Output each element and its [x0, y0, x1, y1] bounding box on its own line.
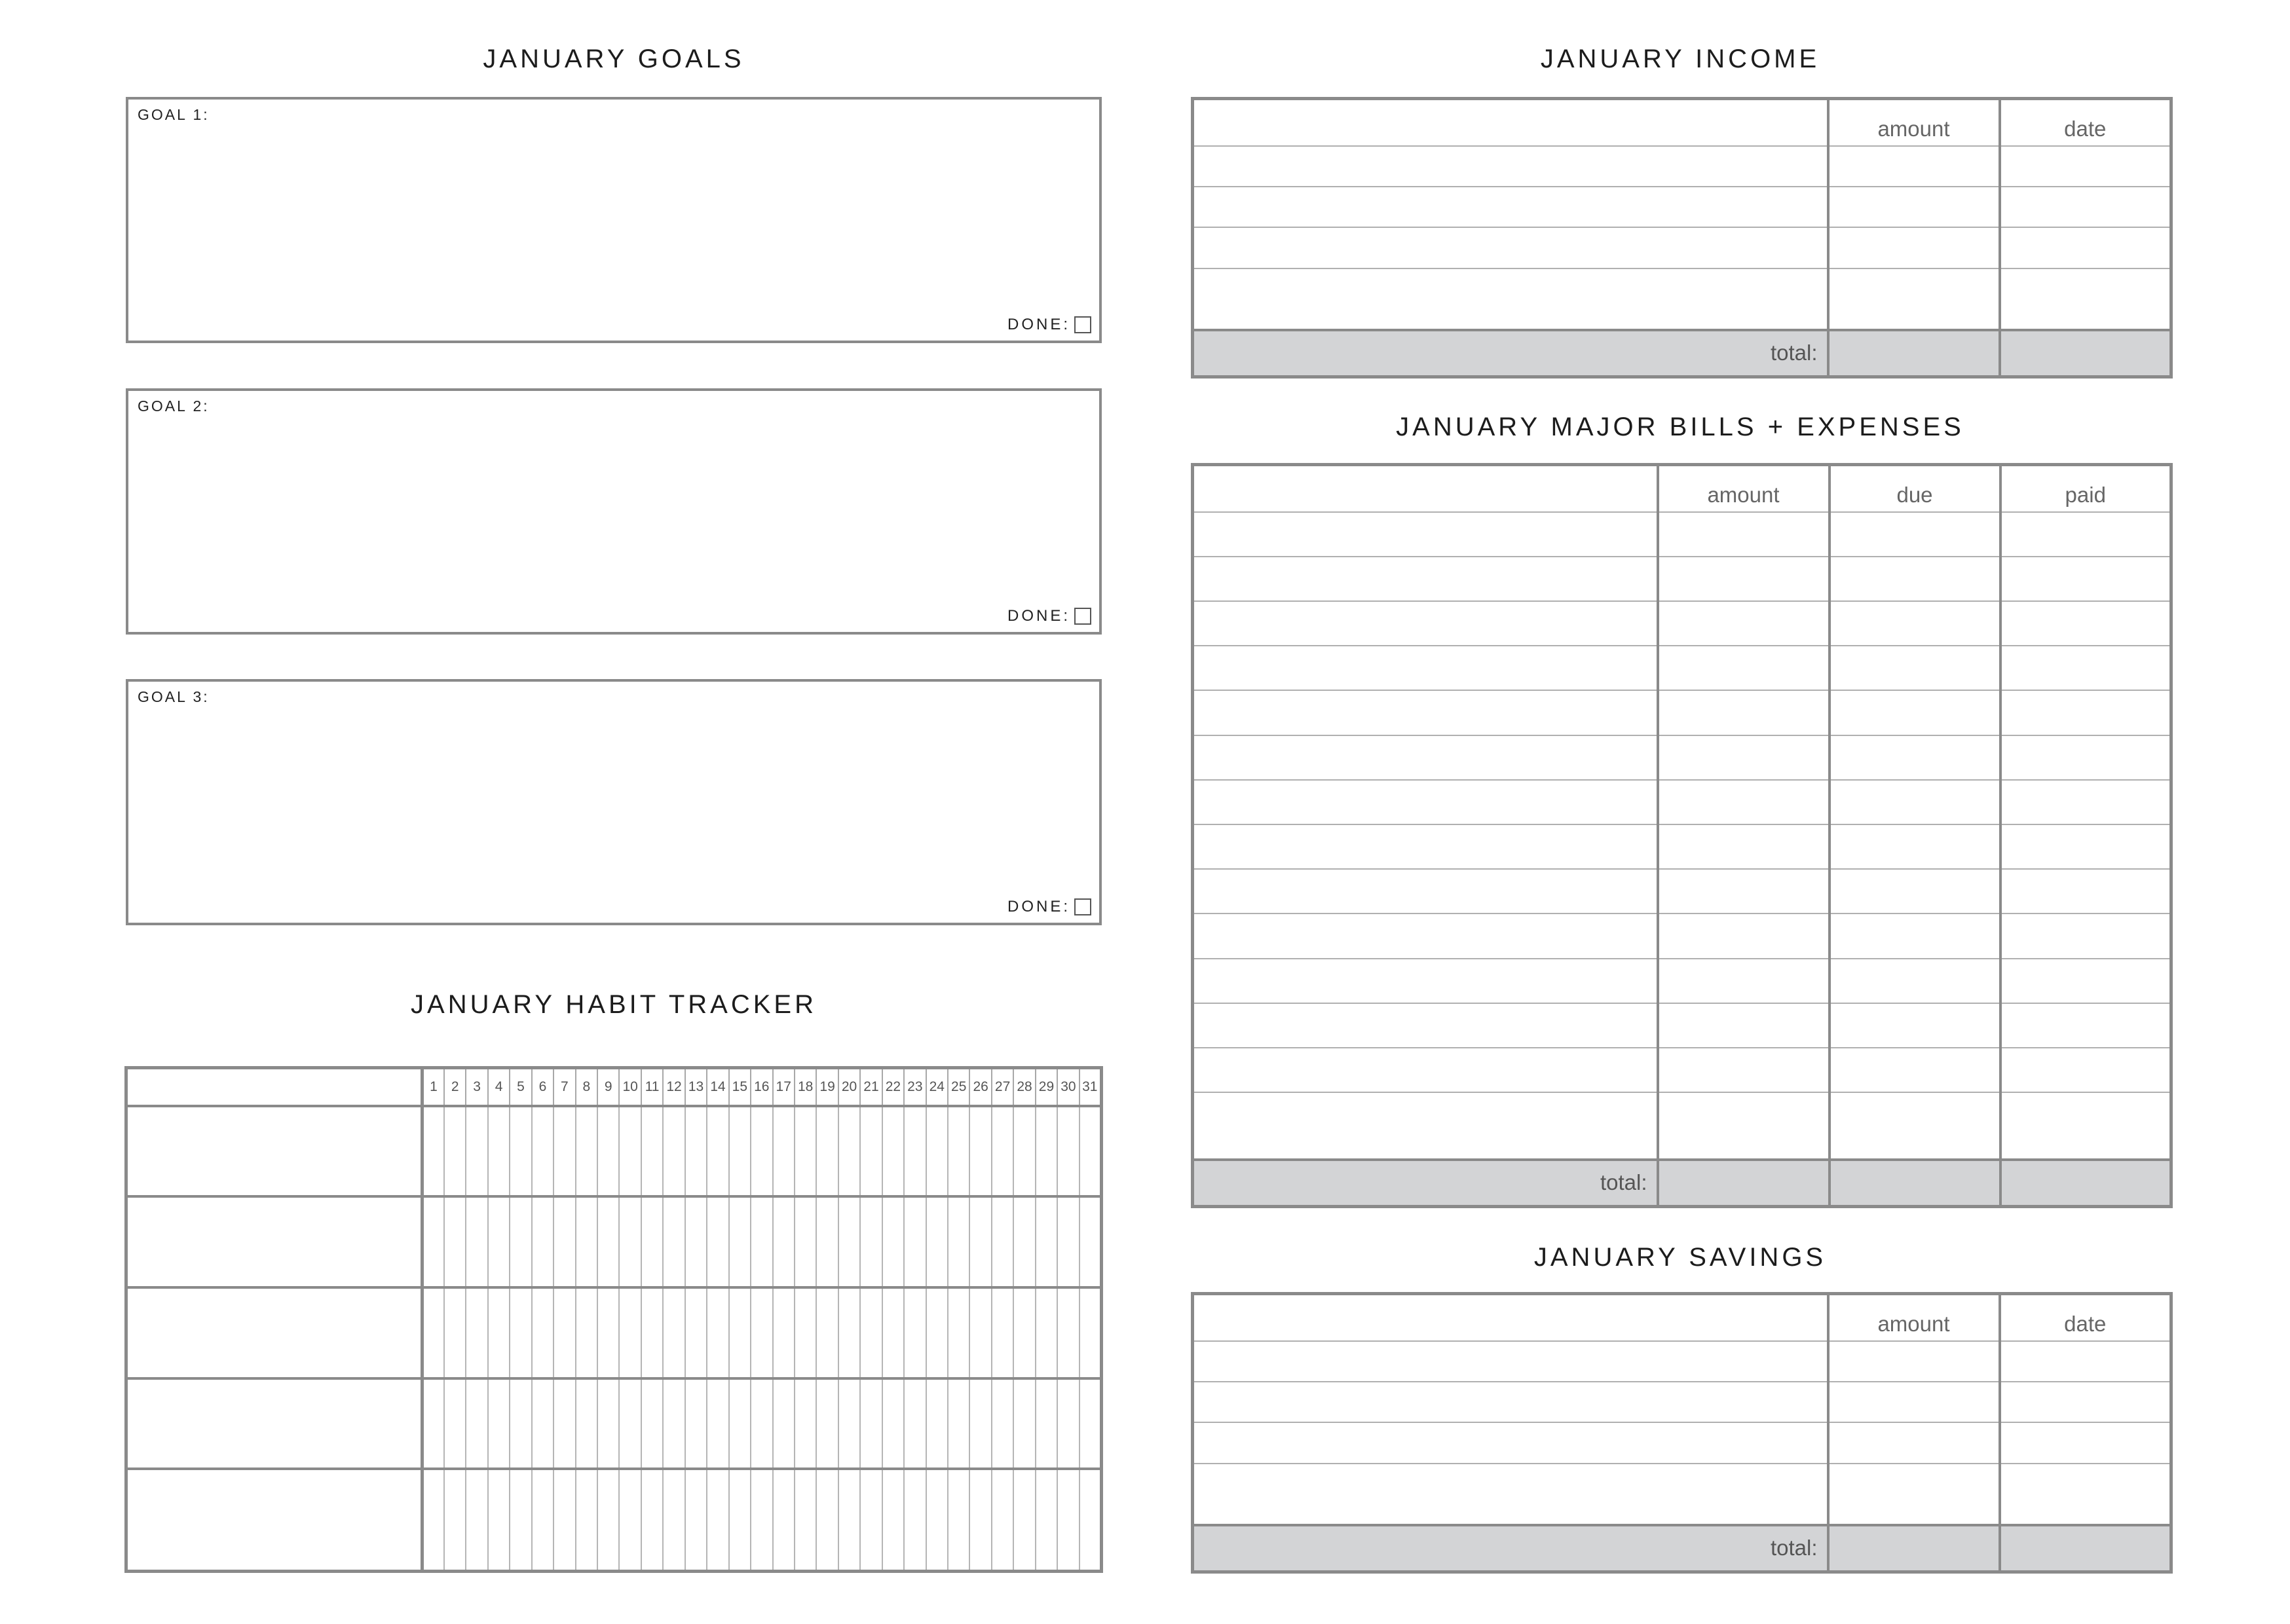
habit-day-cell[interactable] — [838, 1378, 860, 1469]
habit-day-cell[interactable] — [882, 1469, 904, 1571]
habit-day-label: 20 — [838, 1068, 860, 1106]
habit-row — [126, 1469, 1102, 1571]
bills-col-paid: paid — [2000, 465, 2171, 512]
habit-day-cell[interactable] — [926, 1287, 948, 1378]
habit-day-label: 13 — [685, 1068, 707, 1106]
bills-row[interactable] — [1193, 1003, 2171, 1048]
habit-day-cell[interactable] — [422, 1469, 444, 1571]
habit-day-cell[interactable] — [795, 1469, 816, 1571]
habit-day-cell[interactable] — [422, 1196, 444, 1287]
goal-2-label: GOAL 2: — [138, 397, 210, 415]
habit-day-cell[interactable] — [444, 1106, 466, 1197]
habit-day-label: 28 — [1013, 1068, 1035, 1106]
habit-day-cell[interactable] — [838, 1196, 860, 1287]
goal-1-done-checkbox[interactable] — [1074, 316, 1091, 333]
habit-day-cell[interactable] — [969, 1378, 991, 1469]
habit-day-cell[interactable] — [1013, 1378, 1035, 1469]
habit-day-label: 6 — [532, 1068, 554, 1106]
habit-day-cell[interactable] — [904, 1378, 926, 1469]
habit-day-label: 1 — [422, 1068, 444, 1106]
habit-day-cell[interactable] — [619, 1469, 641, 1571]
goal-1-done-label: DONE: — [1007, 316, 1070, 333]
income-row[interactable] — [1193, 227, 2171, 268]
income-title: JANUARY INCOME — [1540, 45, 1820, 73]
habit-day-cell[interactable] — [992, 1378, 1013, 1469]
habit-day-cell[interactable] — [1036, 1469, 1057, 1571]
habit-day-cell[interactable] — [773, 1196, 795, 1287]
habit-day-label: 22 — [882, 1068, 904, 1106]
habit-day-cell[interactable] — [904, 1196, 926, 1287]
habit-day-label: 14 — [707, 1068, 728, 1106]
habit-day-cell[interactable] — [597, 1287, 619, 1378]
habit-day-label: 27 — [992, 1068, 1013, 1106]
habit-name-cell[interactable] — [126, 1378, 422, 1469]
habit-day-cell[interactable] — [1036, 1287, 1057, 1378]
income-total-label: total: — [1193, 330, 1828, 377]
habit-day-cell[interactable] — [422, 1378, 444, 1469]
habit-day-cell[interactable] — [860, 1378, 882, 1469]
goal-1-label: GOAL 1: — [138, 106, 210, 123]
income-total-date[interactable] — [2000, 330, 2171, 377]
habit-day-cell[interactable] — [663, 1469, 685, 1571]
habit-day-label: 9 — [597, 1068, 619, 1106]
habit-row — [126, 1106, 1102, 1197]
habit-day-cell[interactable] — [663, 1196, 685, 1287]
habit-day-cell[interactable] — [685, 1106, 707, 1197]
bills-row[interactable] — [1193, 601, 2171, 646]
habit-day-cell[interactable] — [969, 1106, 991, 1197]
bills-row[interactable] — [1193, 959, 2171, 1003]
habit-day-cell[interactable] — [1057, 1287, 1079, 1378]
habit-day-cell[interactable] — [882, 1196, 904, 1287]
habit-day-cell[interactable] — [1013, 1196, 1035, 1287]
income-total-row — [1193, 330, 2171, 377]
habit-day-cell[interactable] — [444, 1378, 466, 1469]
goal-2-done-label: DONE: — [1007, 607, 1070, 625]
income-total-amount[interactable] — [1828, 330, 2000, 377]
savings-total-date[interactable] — [2000, 1525, 2171, 1572]
habit-day-cell[interactable] — [619, 1287, 641, 1378]
habit-day-cell[interactable] — [576, 1287, 597, 1378]
habit-day-cell[interactable] — [488, 1196, 510, 1287]
habit-day-cell[interactable] — [795, 1378, 816, 1469]
habit-day-cell[interactable] — [1036, 1378, 1057, 1469]
habit-day-cell[interactable] — [619, 1378, 641, 1469]
habit-day-cell[interactable] — [488, 1106, 510, 1197]
habit-day-label: 23 — [904, 1068, 926, 1106]
goal-1-done — [1007, 316, 1091, 334]
habit-day-cell[interactable] — [860, 1106, 882, 1197]
habit-day-cell[interactable] — [1079, 1378, 1102, 1469]
savings-row[interactable] — [1193, 1422, 2171, 1463]
habit-day-cell[interactable] — [992, 1106, 1013, 1197]
habit-day-cell[interactable] — [773, 1287, 795, 1378]
habit-day-cell[interactable] — [729, 1106, 751, 1197]
habit-day-cell[interactable] — [816, 1196, 838, 1287]
habit-day-cell[interactable] — [816, 1106, 838, 1197]
savings-row[interactable] — [1193, 1382, 2171, 1422]
habit-day-cell[interactable] — [641, 1469, 663, 1571]
goal-2-done-checkbox[interactable] — [1074, 608, 1091, 625]
habit-day-cell[interactable] — [948, 1106, 969, 1197]
habit-day-cell[interactable] — [773, 1106, 795, 1197]
habit-day-cell[interactable] — [466, 1287, 487, 1378]
habit-day-cell[interactable] — [926, 1196, 948, 1287]
bills-row[interactable] — [1193, 512, 2171, 557]
goal-3-done-label: DONE: — [1007, 898, 1070, 915]
habit-day-cell[interactable] — [532, 1469, 554, 1571]
savings-row[interactable] — [1193, 1341, 2171, 1382]
habit-day-cell[interactable] — [510, 1106, 531, 1197]
bills-row[interactable] — [1193, 557, 2171, 601]
habit-day-label: 24 — [926, 1068, 948, 1106]
habit-day-label: 12 — [663, 1068, 685, 1106]
income-col-date: date — [2000, 99, 2171, 146]
habit-day-cell[interactable] — [882, 1106, 904, 1197]
habit-name-cell[interactable] — [126, 1469, 422, 1571]
habit-day-cell[interactable] — [882, 1287, 904, 1378]
habit-day-cell[interactable] — [795, 1106, 816, 1197]
habit-day-cell[interactable] — [707, 1287, 728, 1378]
habit-day-label: 16 — [751, 1068, 772, 1106]
habit-day-cell[interactable] — [641, 1196, 663, 1287]
habit-day-cell[interactable] — [576, 1196, 597, 1287]
habit-day-cell[interactable] — [597, 1106, 619, 1197]
habit-day-cell[interactable] — [707, 1378, 728, 1469]
habit-day-label: 15 — [729, 1068, 751, 1106]
savings-col-amount: amount — [1828, 1294, 2000, 1341]
savings-title: JANUARY SAVINGS — [1533, 1243, 1827, 1272]
goal-3-done-checkbox[interactable] — [1074, 898, 1091, 915]
habit-day-cell[interactable] — [795, 1196, 816, 1287]
habit-day-cell[interactable] — [948, 1469, 969, 1571]
habit-day-cell[interactable] — [532, 1106, 554, 1197]
income-row[interactable] — [1193, 146, 2171, 187]
habit-day-label: 8 — [576, 1068, 597, 1106]
habit-day-cell[interactable] — [729, 1469, 751, 1571]
habit-day-cell[interactable] — [751, 1378, 772, 1469]
goal-3-done — [1007, 898, 1091, 916]
habit-day-cell[interactable] — [597, 1196, 619, 1287]
habit-day-cell[interactable] — [641, 1378, 663, 1469]
habit-day-cell[interactable] — [619, 1106, 641, 1197]
habit-day-cell[interactable] — [685, 1469, 707, 1571]
savings-col-description — [1193, 1294, 1828, 1341]
habit-day-cell[interactable] — [488, 1378, 510, 1469]
habit-day-cell[interactable] — [641, 1106, 663, 1197]
habit-day-cell[interactable] — [1057, 1106, 1079, 1197]
habit-day-cell[interactable] — [926, 1106, 948, 1197]
habit-day-label: 25 — [948, 1068, 969, 1106]
habit-day-cell[interactable] — [576, 1106, 597, 1197]
habit-day-cell[interactable] — [838, 1469, 860, 1571]
income-col-description — [1193, 99, 1828, 146]
habit-day-cell[interactable] — [1013, 1287, 1035, 1378]
bills-total-amount[interactable] — [1658, 1160, 1830, 1207]
habit-day-cell[interactable] — [729, 1196, 751, 1287]
bills-col-description — [1193, 465, 1658, 512]
income-col-amount: amount — [1828, 99, 2000, 146]
habit-day-cell[interactable] — [488, 1469, 510, 1571]
habit-day-cell[interactable] — [619, 1196, 641, 1287]
goals-title: JANUARY GOALS — [483, 45, 745, 73]
bills-row[interactable] — [1193, 824, 2171, 869]
habit-name-cell[interactable] — [126, 1196, 422, 1287]
habit-day-cell[interactable] — [969, 1469, 991, 1571]
bills-row[interactable] — [1193, 869, 2171, 913]
habit-day-cell[interactable] — [663, 1287, 685, 1378]
habit-day-label: 30 — [1057, 1068, 1079, 1106]
habit-day-cell[interactable] — [707, 1469, 728, 1571]
income-row[interactable] — [1193, 187, 2171, 227]
habit-day-cell[interactable] — [1079, 1106, 1102, 1197]
habit-day-label: 21 — [860, 1068, 882, 1106]
habit-day-cell[interactable] — [816, 1469, 838, 1571]
habit-day-cell[interactable] — [444, 1287, 466, 1378]
habit-day-cell[interactable] — [1057, 1469, 1079, 1571]
income-row[interactable] — [1193, 268, 2171, 330]
habit-day-cell[interactable] — [816, 1287, 838, 1378]
habit-day-label: 11 — [641, 1068, 663, 1106]
habit-day-cell[interactable] — [1036, 1196, 1057, 1287]
habit-day-cell[interactable] — [576, 1469, 597, 1571]
habit-day-cell[interactable] — [773, 1378, 795, 1469]
habit-day-cell[interactable] — [816, 1378, 838, 1469]
habit-day-cell[interactable] — [685, 1378, 707, 1469]
habit-day-cell[interactable] — [992, 1469, 1013, 1571]
savings-total-label: total: — [1193, 1525, 1828, 1572]
habit-day-cell[interactable] — [1057, 1196, 1079, 1287]
habit-day-cell[interactable] — [751, 1469, 772, 1571]
habit-day-cell[interactable] — [554, 1287, 575, 1378]
habit-day-cell[interactable] — [773, 1469, 795, 1571]
habit-day-cell[interactable] — [926, 1378, 948, 1469]
habit-day-cell[interactable] — [882, 1378, 904, 1469]
savings-col-date: date — [2000, 1294, 2171, 1341]
habit-day-cell[interactable] — [1079, 1469, 1102, 1571]
bills-row[interactable] — [1193, 913, 2171, 958]
habit-day-cell[interactable] — [532, 1287, 554, 1378]
bills-row[interactable] — [1193, 735, 2171, 780]
bills-col-amount: amount — [1658, 465, 1830, 512]
habit-day-cell[interactable] — [860, 1196, 882, 1287]
habit-day-cell[interactable] — [685, 1287, 707, 1378]
habit-day-cell[interactable] — [663, 1106, 685, 1197]
habit-day-cell[interactable] — [992, 1287, 1013, 1378]
habit-day-cell[interactable] — [554, 1378, 575, 1469]
habit-header-name-cell — [126, 1068, 422, 1106]
habit-day-cell[interactable] — [554, 1196, 575, 1287]
habit-day-cell[interactable] — [641, 1287, 663, 1378]
habit-day-cell[interactable] — [444, 1469, 466, 1571]
bills-total-due[interactable] — [1830, 1160, 2000, 1207]
bills-row[interactable] — [1193, 646, 2171, 690]
habit-day-cell[interactable] — [1013, 1106, 1035, 1197]
habit-day-cell[interactable] — [729, 1287, 751, 1378]
habit-day-cell[interactable] — [466, 1469, 487, 1571]
habit-day-label: 5 — [510, 1068, 531, 1106]
habit-day-cell[interactable] — [838, 1106, 860, 1197]
habit-day-cell[interactable] — [729, 1378, 751, 1469]
habit-name-cell[interactable] — [126, 1287, 422, 1378]
habit-day-label: 17 — [773, 1068, 795, 1106]
habit-day-cell[interactable] — [860, 1287, 882, 1378]
habit-day-cell[interactable] — [422, 1287, 444, 1378]
bills-total-label: total: — [1193, 1160, 1658, 1207]
income-table — [1191, 97, 2173, 378]
habit-day-cell[interactable] — [1079, 1287, 1102, 1378]
habit-day-cell[interactable] — [904, 1469, 926, 1571]
habit-day-label: 2 — [444, 1068, 466, 1106]
habit-day-cell[interactable] — [948, 1196, 969, 1287]
savings-row[interactable] — [1193, 1464, 2171, 1525]
habit-day-label: 26 — [969, 1068, 991, 1106]
habit-day-cell[interactable] — [532, 1196, 554, 1287]
habit-day-label: 29 — [1036, 1068, 1057, 1106]
habit-day-cell[interactable] — [510, 1378, 531, 1469]
habit-day-cell[interactable] — [751, 1196, 772, 1287]
bills-row[interactable] — [1193, 1092, 2171, 1159]
habit-day-cell[interactable] — [597, 1378, 619, 1469]
goal-2-done — [1007, 607, 1091, 625]
habit-day-cell[interactable] — [838, 1287, 860, 1378]
bills-table — [1191, 463, 2173, 1208]
habit-day-label: 7 — [554, 1068, 575, 1106]
habit-day-cell[interactable] — [576, 1378, 597, 1469]
habit-tracker-table — [124, 1066, 1103, 1573]
habit-day-label: 4 — [488, 1068, 510, 1106]
habit-day-cell[interactable] — [488, 1287, 510, 1378]
habit-day-cell[interactable] — [992, 1196, 1013, 1287]
habit-day-cell[interactable] — [926, 1469, 948, 1571]
habit-day-cell[interactable] — [510, 1469, 531, 1571]
savings-total-amount[interactable] — [1828, 1525, 2000, 1572]
habit-row — [126, 1287, 1102, 1378]
habit-name-cell[interactable] — [126, 1106, 422, 1197]
savings-table — [1191, 1292, 2173, 1574]
habit-day-cell[interactable] — [795, 1287, 816, 1378]
habit-day-cell[interactable] — [532, 1378, 554, 1469]
habit-day-label: 10 — [619, 1068, 641, 1106]
bills-total-row — [1193, 1160, 2171, 1207]
savings-total-row — [1193, 1525, 2171, 1572]
habit-day-cell[interactable] — [554, 1469, 575, 1571]
habit-day-cell[interactable] — [904, 1106, 926, 1197]
habit-day-label: 18 — [795, 1068, 816, 1106]
habit-day-cell[interactable] — [685, 1196, 707, 1287]
habit-day-cell[interactable] — [422, 1106, 444, 1197]
habit-day-cell[interactable] — [860, 1469, 882, 1571]
habit-day-cell[interactable] — [1057, 1378, 1079, 1469]
habit-day-cell[interactable] — [466, 1378, 487, 1469]
bills-total-paid[interactable] — [2000, 1160, 2171, 1207]
goal-2-box[interactable] — [126, 388, 1102, 635]
habit-day-cell[interactable] — [948, 1287, 969, 1378]
habit-day-cell[interactable] — [444, 1196, 466, 1287]
habit-day-cell[interactable] — [751, 1287, 772, 1378]
habit-day-cell[interactable] — [510, 1196, 531, 1287]
habit-day-cell[interactable] — [751, 1106, 772, 1197]
bills-row[interactable] — [1193, 780, 2171, 824]
habit-day-cell[interactable] — [969, 1196, 991, 1287]
goal-1-box[interactable] — [126, 97, 1102, 343]
bills-row[interactable] — [1193, 1048, 2171, 1092]
habit-day-cell[interactable] — [510, 1287, 531, 1378]
habit-day-cell[interactable] — [707, 1106, 728, 1197]
bills-col-due: due — [1830, 465, 2000, 512]
habit-row — [126, 1196, 1102, 1287]
habit-day-label: 31 — [1079, 1068, 1102, 1106]
habit-day-label: 19 — [816, 1068, 838, 1106]
habit-day-cell[interactable] — [663, 1378, 685, 1469]
goal-3-box[interactable] — [126, 679, 1102, 925]
habit-day-cell[interactable] — [707, 1196, 728, 1287]
bills-row[interactable] — [1193, 690, 2171, 735]
habit-row — [126, 1378, 1102, 1469]
habit-day-cell[interactable] — [466, 1106, 487, 1197]
habit-day-cell[interactable] — [554, 1106, 575, 1197]
habit-day-cell[interactable] — [969, 1287, 991, 1378]
goal-3-label: GOAL 3: — [138, 688, 210, 705]
habit-day-cell[interactable] — [904, 1287, 926, 1378]
habit-day-cell[interactable] — [948, 1378, 969, 1469]
habit-tracker-title: JANUARY HABIT TRACKER — [411, 990, 817, 1019]
habit-day-label: 3 — [466, 1068, 487, 1106]
habit-day-cell[interactable] — [1013, 1469, 1035, 1571]
habit-day-cell[interactable] — [1036, 1106, 1057, 1197]
habit-day-cell[interactable] — [1079, 1196, 1102, 1287]
habit-day-cell[interactable] — [597, 1469, 619, 1571]
habit-day-cell[interactable] — [466, 1196, 487, 1287]
bills-title: JANUARY MAJOR BILLS + EXPENSES — [1396, 413, 1964, 441]
